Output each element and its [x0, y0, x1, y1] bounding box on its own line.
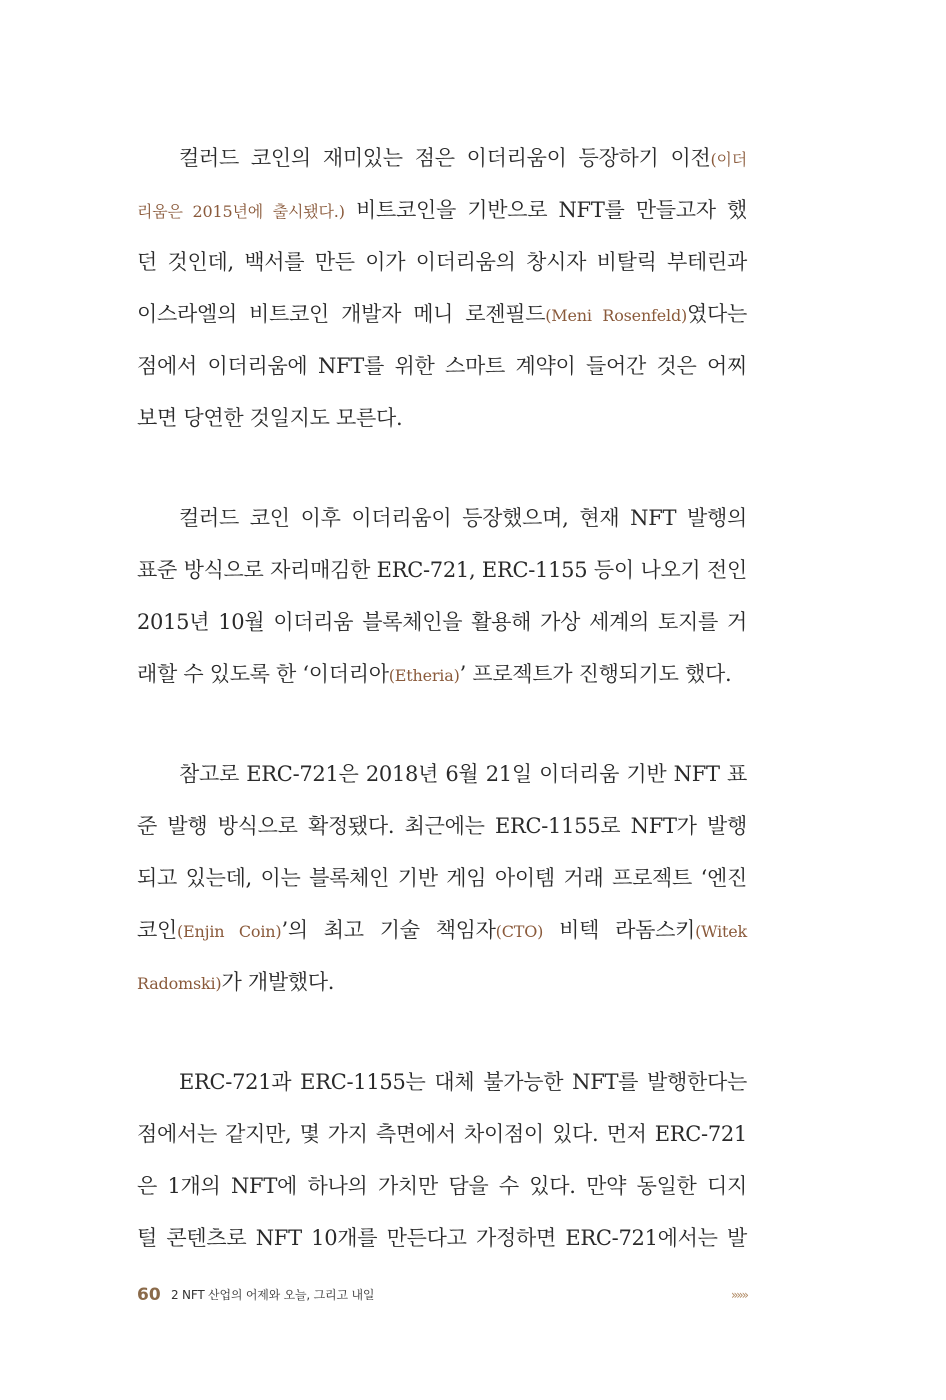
line-text: 은 1개의 NFT에 하나의 가치만 담을 수 있다. 만약 동일한 디지 — [137, 1174, 747, 1198]
text-line — [137, 800, 747, 852]
line-text: 보면 당연한 것일지도 모른다. — [137, 406, 403, 430]
paragraph — [137, 132, 747, 444]
annotation: Radomski) — [137, 974, 222, 993]
text-line — [137, 1160, 747, 1212]
text-line — [137, 748, 747, 800]
line-text: 참고로 ERC-721은 2018년 6월 21일 이더리움 기반 NFT 표 — [179, 762, 747, 786]
text-line — [137, 492, 747, 544]
annotation: (Etheria) — [388, 666, 460, 685]
page-footer — [137, 1283, 747, 1307]
text-line — [137, 132, 747, 184]
line-text: 표준 방식으로 자리매김한 ERC-721, ERC-1155 등이 나오기 전인 — [137, 558, 747, 582]
annotation: 리움은 2015년에 출시됐다.) — [137, 202, 345, 221]
line-text: 컬러드 코인 이후 이더리움이 등장했으며, 현재 NFT 발행의 — [179, 506, 747, 530]
annotation: (이더 — [710, 150, 747, 169]
line-text: 준 발행 방식으로 확정됐다. 최근에는 ERC-1155로 NFT가 발행 — [137, 814, 747, 838]
line-text: 코인 — [137, 918, 177, 942]
line-text: 점에서 이더리움에 NFT를 위한 스마트 계약이 들어간 것은 어찌 — [137, 354, 747, 378]
annotation: (Witek — [695, 922, 747, 941]
line-text: 털 콘텐츠로 NFT 10개를 만든다고 가정하면 ERC-721에서는 발 — [137, 1226, 747, 1250]
text-line — [137, 236, 747, 288]
text-line — [137, 288, 747, 340]
paragraph — [137, 748, 747, 1008]
line-text: 이스라엘의 비트코인 개발자 메니 로젠필드 — [137, 302, 546, 326]
paragraph — [137, 1056, 747, 1264]
line-text: ’의 최고 기술 책임자 — [281, 918, 496, 942]
text-line — [137, 956, 747, 1008]
line-text: 2015년 10월 이더리움 블록체인을 활용해 가상 세계의 토지를 거 — [137, 610, 747, 634]
line-text: 던 것인데, 백서를 만든 이가 이더리움의 창시자 비탈릭 부테린과 — [137, 250, 747, 274]
next-page-arrows-icon: »»» — [730, 1288, 747, 1302]
line-text: ’ 프로젝트가 진행되기도 했다. — [459, 662, 732, 686]
annotation: (CTO) — [495, 922, 544, 941]
text-line — [137, 340, 747, 392]
line-text: 컬러드 코인의 재미있는 점은 이더리움이 등장하기 이전 — [179, 146, 711, 170]
page-number: 60 — [137, 1285, 161, 1305]
text-line — [137, 392, 747, 444]
text-line — [137, 544, 747, 596]
paragraph — [137, 492, 747, 700]
text-line — [137, 184, 747, 236]
text-line — [137, 852, 747, 904]
annotation: (Enjin Coin) — [176, 922, 282, 941]
annotation: (Meni Rosenfeld) — [545, 306, 688, 325]
line-text: 래할 수 있도록 한 ‘이더리아 — [137, 662, 389, 686]
text-line — [137, 648, 747, 700]
page-body — [137, 132, 747, 1312]
text-line — [137, 1212, 747, 1264]
line-text: 였다는 — [687, 302, 748, 326]
text-line — [137, 904, 747, 956]
running-chapter-title: 2 NFT 산업의 어제와 오늘, 그리고 내일 — [171, 1288, 375, 1302]
text-line — [137, 1056, 747, 1108]
line-text: ERC-721과 ERC-1155는 대체 불가능한 NFT를 발행한다는 — [179, 1070, 747, 1094]
line-text: 비텍 라돔스키 — [543, 918, 696, 942]
text-line — [137, 596, 747, 648]
line-text: 되고 있는데, 이는 블록체인 기반 게임 아이템 거래 프로젝트 ‘엔진 — [137, 866, 747, 890]
line-text: 비트코인을 기반으로 NFT를 만들고자 했 — [344, 198, 747, 222]
line-text: 가 개발했다. — [221, 970, 335, 994]
text-line — [137, 1108, 747, 1160]
line-text: 점에서는 같지만, 몇 가지 측면에서 차이점이 있다. 먼저 ERC-721 — [137, 1122, 747, 1146]
